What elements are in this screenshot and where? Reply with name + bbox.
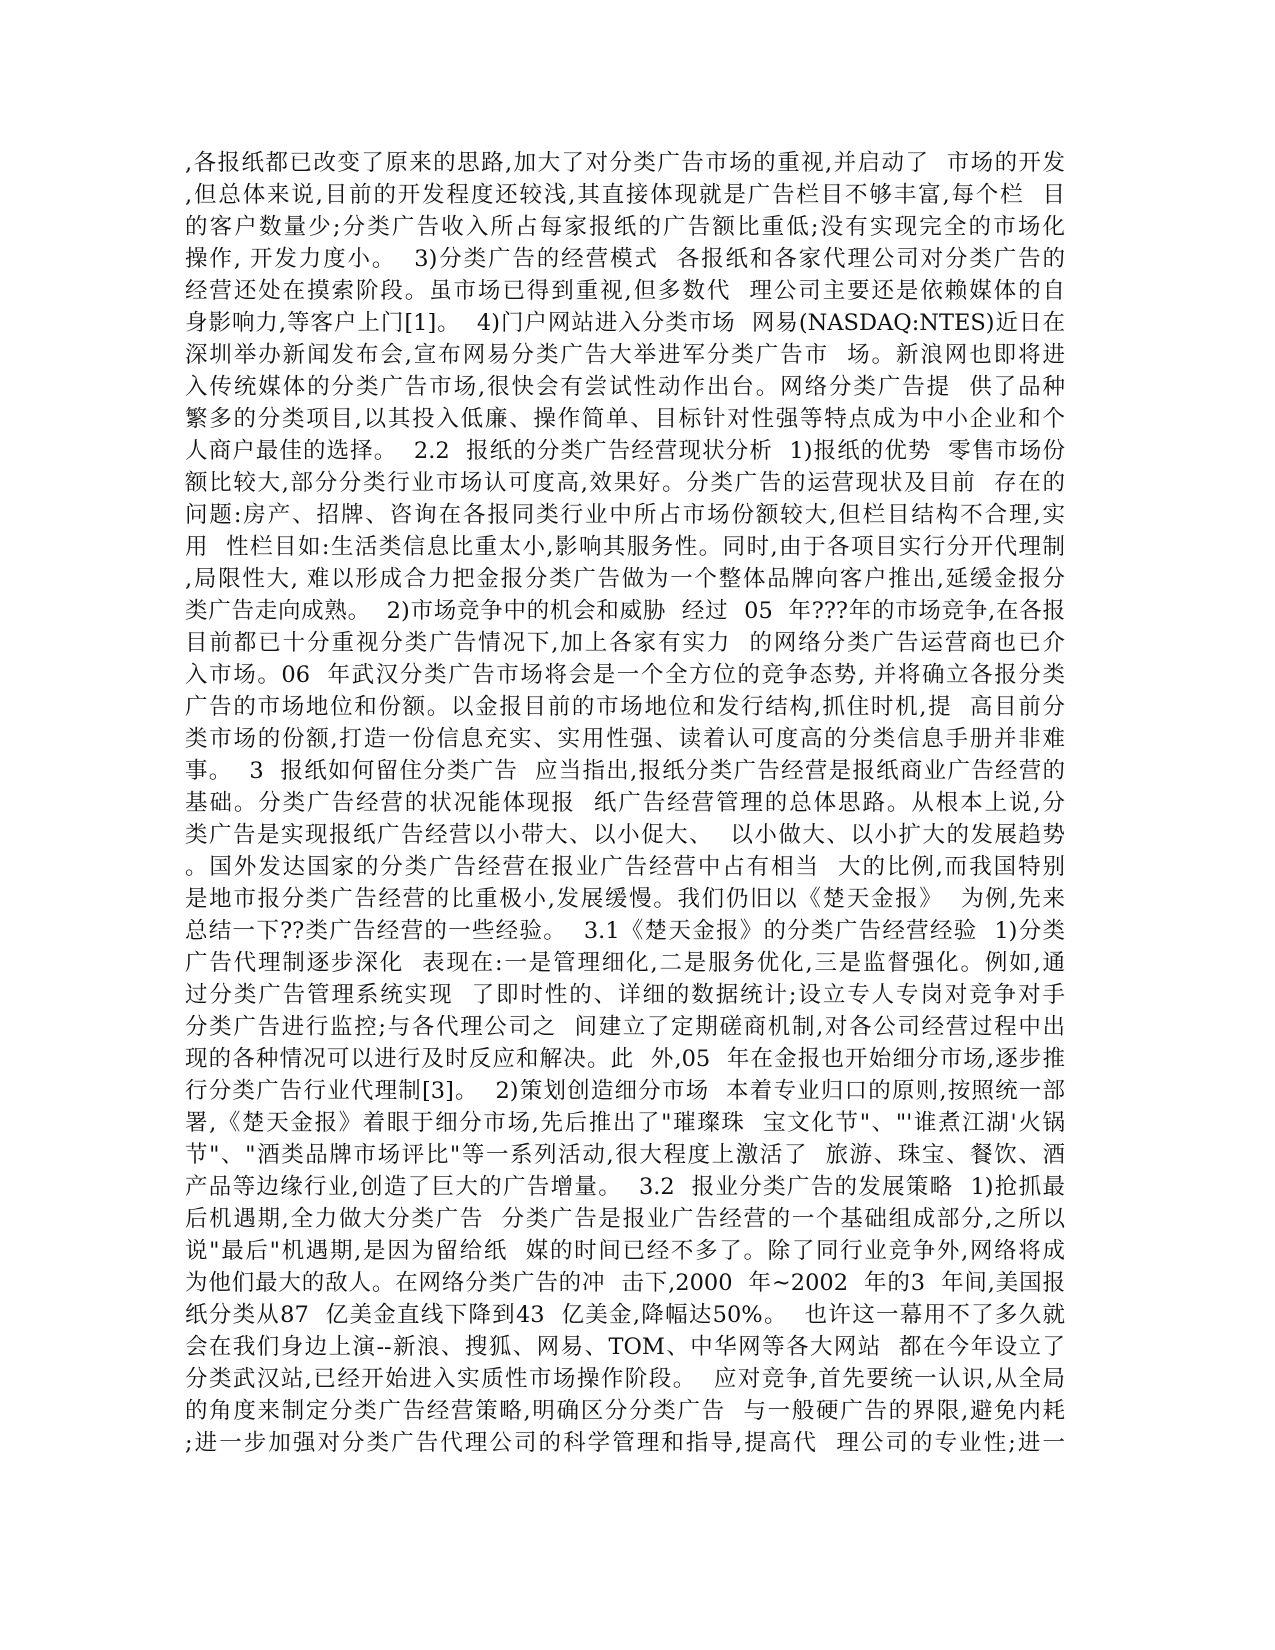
text-line: 用 性栏目如:生活类信息比重太小,影响其服务性。同时,由于各项目实行分开代理制 bbox=[185, 534, 1065, 560]
text-line: 类广告是实现报纸广告经营以小带大、以小促大、 以小做大、以小扩大的发展趋势 bbox=[185, 822, 1065, 848]
text-line: 分类武汉站,已经开始进入实质性市场操作阶段。 应对竞争,首先要统一认识,从全局 bbox=[185, 1366, 1065, 1392]
text-line: 入市场。06 年武汉分类广告市场将会是一个全方位的竞争态势, 并将确立各报分类 bbox=[185, 662, 1065, 688]
text-line: 署,《楚天金报》着眼于细分市场,先后推出了"璀璨珠 宝文化节"、"'谁煮江湖'火锅 bbox=[185, 1110, 1065, 1136]
text-line: 为他们最大的敌人。在网络分类广告的冲 击下,2000 年~2002 年的3 年间,美国报 bbox=[185, 1270, 1065, 1296]
text-line: 基础。分类广告经营的状况能体现报 纸广告经营管理的总体思路。从根本上说,分 bbox=[185, 790, 1065, 816]
text-line: 事。 3 报纸如何留住分类广告 应当指出,报纸分类广告经营是报纸商业广告经营的 bbox=[185, 758, 1065, 784]
text-line: 会在我们身边上演--新浪、搜狐、网易、TOM、中华网等各大网站 都在今年设立了 bbox=[185, 1334, 1065, 1360]
text-line: ,但总体来说,目前的开发程度还较浅,其直接体现就是广告栏目不够丰富,每个栏 目 bbox=[185, 182, 1065, 208]
text-line: 的角度来制定分类广告经营策略,明确区分分类广告 与一般硬广告的界限,避免内耗 bbox=[185, 1398, 1065, 1424]
text-line: 产品等边缘行业,创造了巨大的广告增量。 3.2 报业分类广告的发展策略 1)抢抓最 bbox=[185, 1174, 1065, 1200]
text-line: 入传统媒体的分类广告市场,很快会有尝试性动作出台。网络分类广告提 供了品种 bbox=[185, 374, 1065, 400]
text-line: 现的各种情况可以进行及时反应和解决。此 外,05 年在金报也开始细分市场,逐步推 bbox=[185, 1046, 1065, 1072]
text-line: 类市场的份额,打造一份信息充实、实用性强、读着认可度高的分类信息手册并非难 bbox=[185, 726, 1065, 752]
text-line: 说"最后"机遇期,是因为留给纸 媒的时间已经不多了。除了同行业竞争外,网络将成 bbox=[185, 1238, 1065, 1264]
text-line: ;进一步加强对分类广告代理公司的科学管理和指导,提高代 理公司的专业性;进一 bbox=[185, 1430, 1065, 1456]
text-line: 纸分类从87 亿美金直线下降到43 亿美金,降幅达50%。 也许这一幕用不了多久就 bbox=[185, 1302, 1065, 1328]
text-line: 经营还处在摸索阶段。虽市场已得到重视,但多数代 理公司主要还是依赖媒体的自 bbox=[185, 278, 1065, 304]
text-line: 繁多的分类项目,以其投入低廉、操作简单、目标针对性强等特点成为中小企业和个 bbox=[185, 406, 1065, 432]
text-line: 目前都已十分重视分类广告情况下,加上各家有实力 的网络分类广告运营商也已介 bbox=[185, 630, 1065, 656]
text-line: 是地市报分类广告经营的比重极小,发展缓慢。我们仍旧以《楚天金报》 为例,先来 bbox=[185, 886, 1065, 912]
text-line: 问题:房产、招牌、咨询在各报同类行业中所占市场份额较大,但栏目结构不合理,实 bbox=[185, 502, 1065, 528]
text-line: 过分类广告管理系统实现 了即时性的、详细的数据统计;设立专人专岗对竞争对手 bbox=[185, 982, 1065, 1008]
text-line: ,各报纸都已改变了原来的思路,加大了对分类广告市场的重视,并启动了 市场的开发 bbox=[185, 150, 1065, 176]
text-line: 。国外发达国家的分类广告经营在报业广告经营中占有相当 大的比例,而我国特别 bbox=[185, 854, 1065, 880]
text-line: 分类广告进行监控;与各代理公司之 间建立了定期磋商机制,对各公司经营过程中出 bbox=[185, 1014, 1065, 1040]
text-line: 广告的市场地位和份额。以金报目前的市场地位和发行结构,抓住时机,提 高目前分 bbox=[185, 694, 1065, 720]
text-line: 节"、"酒类品牌市场评比"等一系列活动,很大程度上激活了 旅游、珠宝、餐饮、酒 bbox=[185, 1142, 1065, 1168]
text-line: 操作, 开发力度小。 3)分类广告的经营模式 各报纸和各家代理公司对分类广告的 bbox=[185, 246, 1065, 272]
text-line: ,局限性大, 难以形成合力把金报分类广告做为一个整体品牌向客户推出,延缓金报分 bbox=[185, 566, 1065, 592]
text-line: 的客户数量少;分类广告收入所占每家报纸的广告额比重低;没有实现完全的市场化 bbox=[185, 214, 1065, 240]
text-line: 人商户最佳的选择。 2.2 报纸的分类广告经营现状分析 1)报纸的优势 零售市场份 bbox=[185, 438, 1065, 464]
text-line: 总结一下??类广告经营的一些经验。 3.1《楚天金报》的分类广告经营经验 1)分类 bbox=[185, 918, 1065, 944]
text-line: 后机遇期,全力做大分类广告 分类广告是报业广告经营的一个基础组成部分,之所以 bbox=[185, 1206, 1065, 1232]
text-line: 深圳举办新闻发布会,宣布网易分类广告大举进军分类广告市 场。新浪网也即将进 bbox=[185, 342, 1065, 368]
text-line: 类广告走向成熟。 2)市场竞争中的机会和威胁 经过 05 年???年的市场竞争,在各报 bbox=[185, 598, 1065, 624]
text-line: 额比较大,部分分类行业市场认可度高,效果好。分类广告的运营现状及目前 存在的 bbox=[185, 470, 1065, 496]
body-text bbox=[185, 147, 1065, 1459]
text-line: 广告代理制逐步深化 表现在:一是管理细化,二是服务优化,三是监督强化。例如,通 bbox=[185, 950, 1065, 976]
text-line: 行分类广告行业代理制[3]。 2)策划创造细分市场 本着专业归口的原则,按照统一部 bbox=[185, 1078, 1065, 1104]
text-line: 身影响力,等客户上门[1]。 4)门户网站进入分类市场 网易(NASDAQ:NTES)近日在 bbox=[185, 310, 1065, 336]
